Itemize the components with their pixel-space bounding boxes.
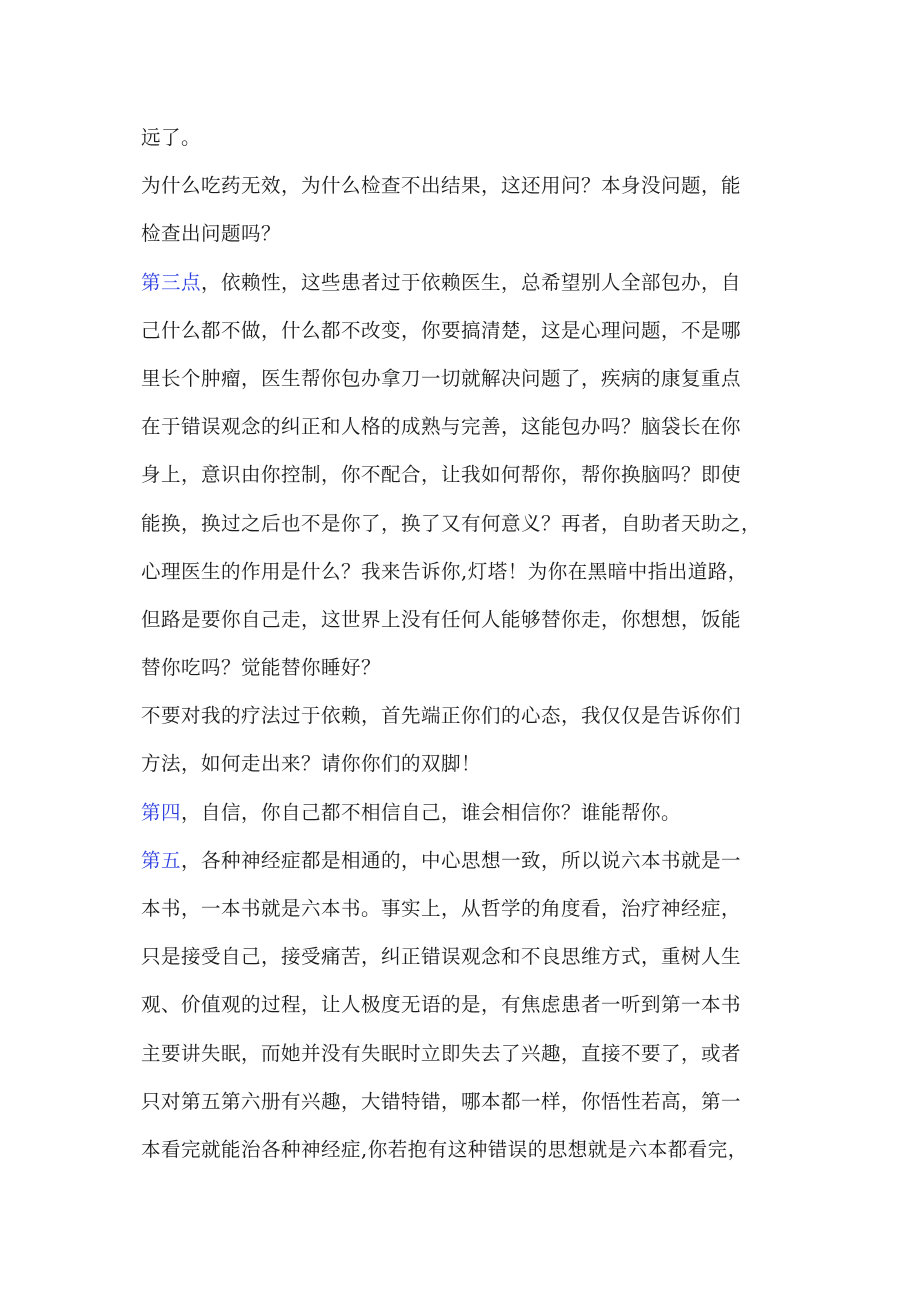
document-body [141,114,786,1174]
text-line: 只对第五第六册有兴趣，大错特错，哪本都一样，你悟性若高，第一 [141,1089,742,1113]
paragraph-point-three [141,259,786,693]
paragraph-1 [141,114,786,162]
text-line: 在于错误观念的纠正和人格的成熟与完善，这能包办吗？脑袋长在你 [141,415,742,439]
text-run: ，依赖性，这些患者过于依赖医生，总希望别人全部包办，自 [201,270,742,294]
text-line: 心理医生的作用是什么？我来告诉你,灯塔！为你在黑暗中指出道路， [141,559,748,583]
section-lead-highlight: 第五 [141,848,182,872]
text-line: 观、价值观的过程，让人极度无语的是，有焦虑患者一听到第一本书 [141,993,742,1017]
text-line: 只是接受自己，接受痛苦，纠正错误观念和不良思维方式，重树人生 [141,945,742,969]
text-line: 方法，如何走出来？请你你们的双脚！ [141,752,482,776]
paragraph-4 [141,692,786,788]
text-line: 主要讲失眠，而她并没有失眠时立即失去了兴趣，直接不要了，或者 [141,1041,742,1065]
text-line: 身上，意识由你控制，你不配合，让我如何帮你，帮你换脑吗？即使 [141,463,742,487]
paragraph-point-five [141,837,786,1174]
text-line: 能换，换过之后也不是你了，换了又有何意义？再者，自助者天助之， [141,511,762,535]
text-line: 替你吃吗？觉能替你睡好？ [141,656,382,680]
paragraph-2 [141,162,786,258]
text-run: ，各种神经症都是相通的，中心思想一致，所以说六本书就是一 [181,848,742,872]
text-run: ，自信，你自己都不相信自己，谁会相信你？谁能帮你。 [181,800,682,824]
paragraph-point-four [141,789,786,837]
text-line: 远了。 [141,126,202,149]
text-line: 但路是要你自己走，这世界上没有任何人能够替你走，你想想，饭能 [141,607,742,631]
text-line: 检查出问题吗？ [141,222,282,246]
section-lead-highlight: 第四 [141,800,182,824]
text-line [141,789,786,837]
text-line: 里长个肿瘤，医生帮你包办拿刀一切就解决问题了，疾病的康复重点 [141,366,742,390]
text-line: 本看完就能治各种神经症,你若抱有这种错误的思想就是六本都看完， [141,1137,748,1161]
text-line: 己什么都不做，什么都不改变，你要搞清楚，这是心理问题，不是哪 [141,318,742,342]
section-lead-highlight: 第三点 [141,270,202,294]
text-line [141,837,786,885]
text-line: 本书，一本书就是六本书。事实上，从哲学的角度看，治疗神经症， [141,897,742,920]
text-line [141,259,786,307]
text-line: 不要对我的疗法过于依赖，首先端正你们的心态，我仅仅是告诉你们 [141,704,742,728]
text-line: 为什么吃药无效，为什么检查不出结果，这还用问？本身没问题，能 [141,174,742,198]
